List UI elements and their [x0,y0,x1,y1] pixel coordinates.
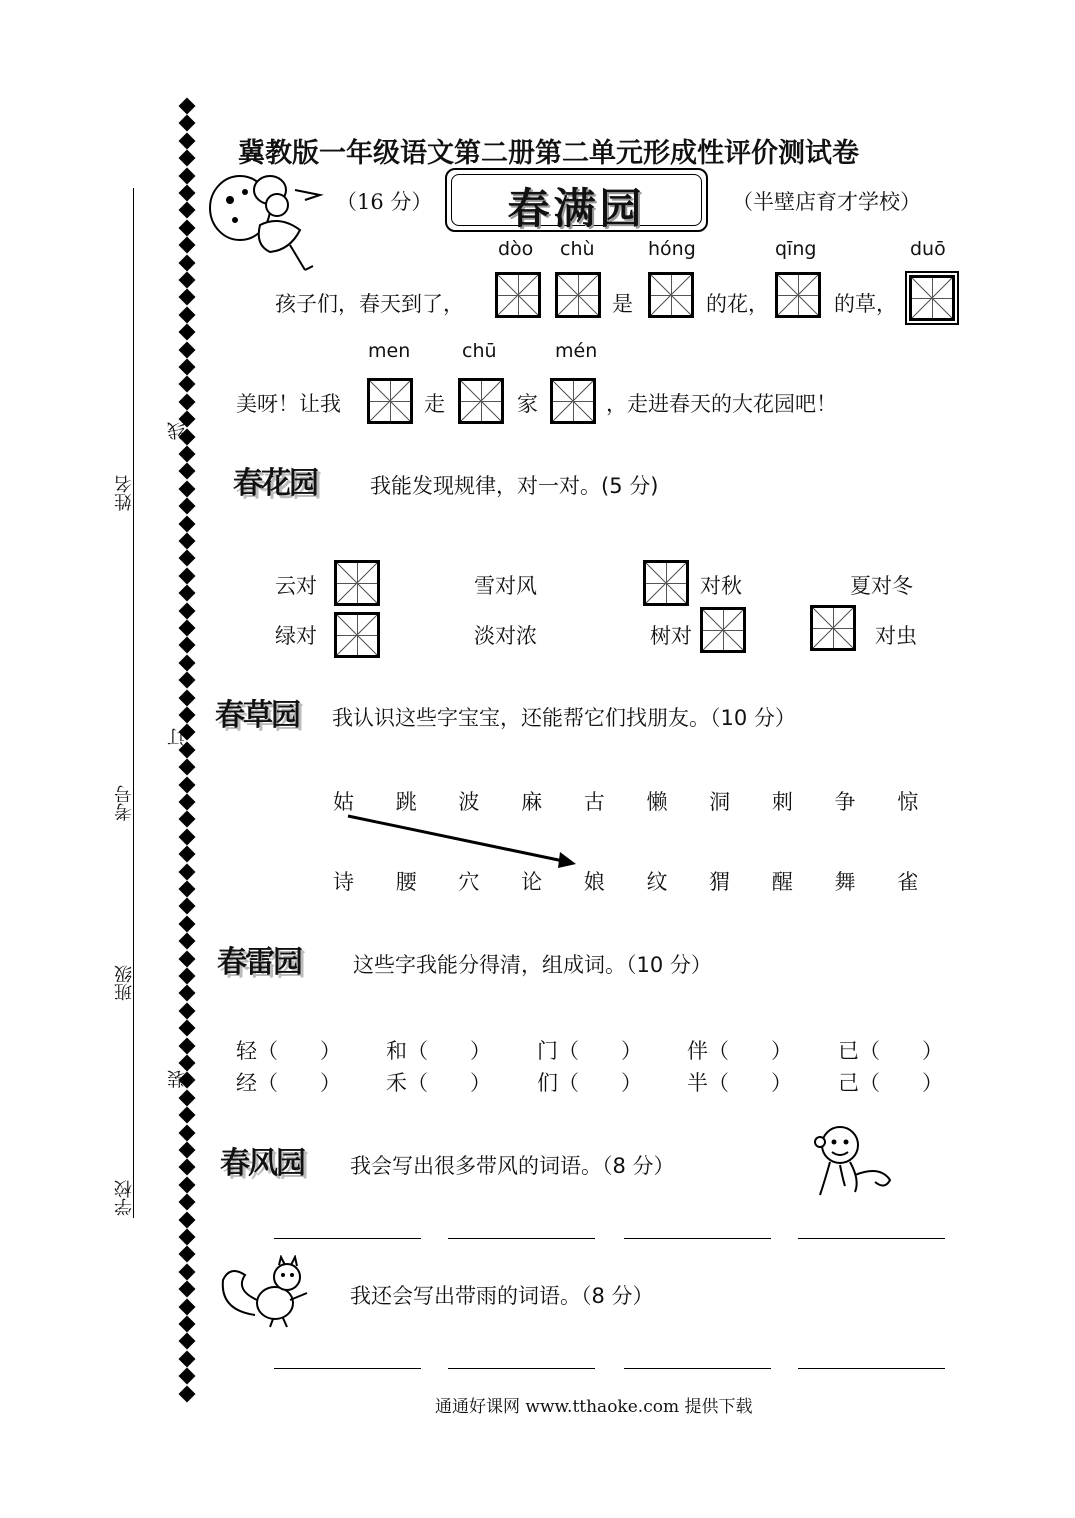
diamond-mark [179,1037,196,1054]
pinyin-chu2: chū [462,340,497,362]
diamond-mark [179,1002,196,1019]
char[interactable]: 惊 [897,790,919,814]
diamond-mark [179,933,196,950]
answer-line[interactable] [798,1368,945,1369]
pair-text: 对秋 [700,574,742,598]
section4-instruction-2: 我还会写出带雨的词语。（8 分） [350,1284,654,1308]
diamond-mark [179,393,196,410]
diamond-mark [179,620,196,637]
word-item[interactable]: 和（ ） [386,1039,491,1063]
char[interactable]: 娘 [583,870,605,894]
answer-line[interactable] [448,1238,595,1239]
intro-text-2: 是 [612,292,633,316]
word-item[interactable]: 门（ ） [537,1039,642,1063]
diamond-mark [179,1368,196,1385]
word-item[interactable]: 轻（ ） [236,1039,341,1063]
diamond-mark [179,306,196,323]
diamond-mark [179,254,196,271]
word-item[interactable]: 半（ ） [687,1071,792,1095]
char[interactable]: 争 [834,790,856,814]
answer-line[interactable] [448,1368,595,1369]
pair-text: 树对 [650,624,692,648]
char[interactable]: 舞 [834,870,856,894]
diamond-mark [179,376,196,393]
char[interactable]: 醒 [771,870,793,894]
pinyin-men: men [368,340,411,362]
answer-line[interactable] [624,1238,771,1239]
intro-text-3: 的花， [706,292,769,316]
diamond-mark [179,1159,196,1176]
writing-box[interactable] [643,560,689,606]
squirrel-icon [215,1255,315,1330]
diamond-mark [179,1176,196,1193]
diamond-mark [179,533,196,550]
diamond-mark [179,637,196,654]
diamond-mark [179,1142,196,1159]
pair-text: 淡对浓 [474,624,537,648]
char[interactable]: 穴 [458,870,480,894]
diamond-mark [179,1107,196,1124]
diamond-mark [179,1089,196,1106]
diamond-mark [179,480,196,497]
diamond-mark [179,98,196,115]
diamond-mark [179,1020,196,1037]
pair-text: 对虫 [875,624,917,648]
char[interactable]: 波 [458,790,480,814]
diamond-mark [179,811,196,828]
match-arrow [340,810,585,870]
section3-instruction: 这些字我能分得清，组成词。（10 分） [353,953,712,977]
diamond-mark [179,237,196,254]
answer-line[interactable] [798,1238,945,1239]
section1-instruction: 我能发现规律，对一对。(5 分) [370,474,659,498]
page-title: 冀教版一年级语文第二册第二单元形成性评价测试卷 [238,138,859,169]
intro-text-7: 家 [517,392,538,416]
section2-title: 春草园 [215,698,299,733]
answer-line[interactable] [624,1368,771,1369]
diamond-mark [179,359,196,376]
header-school: （半壁店育才学校） [732,190,921,214]
diamond-mark [179,167,196,184]
intro-text-6: 走 [424,392,445,416]
diamond-mark [179,1316,196,1333]
writing-box[interactable] [700,607,746,653]
diamond-mark [179,115,196,132]
butterfly-icon [205,170,325,280]
writing-box[interactable] [555,272,601,318]
label-zhuang: 装 [167,1070,188,1088]
diamond-mark [179,1211,196,1228]
diamond-mark [179,1385,196,1402]
diamond-mark [179,1350,196,1367]
writing-box[interactable] [648,272,694,318]
writing-box[interactable] [909,275,955,321]
diamond-mark [179,324,196,341]
diamond-mark [179,794,196,811]
char[interactable]: 跳 [395,790,417,814]
diamond-mark [179,1229,196,1246]
writing-box[interactable] [334,612,380,658]
diamond-mark [179,150,196,167]
char[interactable]: 论 [521,870,543,894]
char[interactable]: 洞 [709,790,731,814]
label-exam-number: 考号 [114,785,135,821]
pinyin-hong: hóng [648,238,696,260]
writing-box[interactable] [334,560,380,606]
label-xian: 线 [167,422,188,440]
pair-text: 云对 [275,574,317,598]
label-school: 学校 [114,1180,135,1216]
char[interactable]: 古 [583,790,605,814]
diamond-mark [179,828,196,845]
char[interactable]: 刺 [771,790,793,814]
word-item[interactable]: 们（ ） [537,1071,642,1095]
diamond-mark [179,915,196,932]
char[interactable]: 腰 [395,870,417,894]
diamond-mark [179,1333,196,1350]
banner-frame [445,168,708,232]
writing-box[interactable] [810,605,856,651]
diamond-mark [179,185,196,202]
intro-text-5: 美呀！让我 [236,392,341,416]
diamond-mark [179,968,196,985]
pinyin-chu: chù [560,238,595,260]
pinyin-duo: duō [910,238,946,260]
diamond-mark [179,776,196,793]
word-item[interactable]: 已（ ） [838,1039,943,1063]
word-item[interactable]: 禾（ ） [386,1071,491,1095]
section3-title: 春雷园 [217,945,301,980]
pair-text: 雪对风 [474,574,537,598]
char[interactable]: 麻 [521,790,543,814]
diamond-mark [179,1298,196,1315]
diamond-mark [179,289,196,306]
monkey-icon [805,1120,897,1200]
diamond-mark [179,863,196,880]
diamond-mark [179,881,196,898]
diamond-mark [179,759,196,776]
word-item[interactable]: 伴（ ） [687,1039,792,1063]
footer-text: 通通好课网 www.tthaoke.com 提供下载 [435,1397,753,1417]
diamond-mark [179,1263,196,1280]
diamond-mark [179,1124,196,1141]
diamond-mark [179,463,196,480]
label-name: 姓名 [114,475,135,511]
diamond-mark [179,898,196,915]
diamond-mark [179,515,196,532]
char[interactable]: 姑 [333,790,354,814]
diamond-mark [179,602,196,619]
answer-line[interactable] [274,1368,421,1369]
section1-title: 春花园 [233,466,317,501]
intro-text-1: 孩子们，春天到了， [275,292,464,316]
char[interactable]: 纹 [646,870,668,894]
section4-title: 春风园 [220,1146,304,1181]
diamond-mark [179,707,196,724]
writing-box[interactable] [495,272,541,318]
char[interactable]: 懒 [646,790,668,814]
writing-box[interactable] [458,378,504,424]
char-row-bottom [333,866,960,896]
diamond-mark [179,567,196,584]
diamond-mark [179,341,196,358]
label-class: 班级 [114,965,135,1001]
diamond-mark [179,132,196,149]
label-ding: 订 [167,728,188,746]
diamond-mark [179,846,196,863]
word-item[interactable]: 己（ ） [838,1071,943,1095]
pinyin-men2: mén [555,340,598,362]
pinyin-dao: dòo [498,238,534,260]
diamond-mark [179,1246,196,1263]
pair-text: 绿对 [275,624,317,648]
diamond-mark [179,689,196,706]
char[interactable]: 诗 [333,870,354,894]
diamond-mark [179,550,196,567]
intro-text-4: 的草， [834,292,897,316]
diamond-mark [179,654,196,671]
diamond-mark [179,950,196,967]
diamond-mark [179,585,196,602]
writing-box[interactable] [775,272,821,318]
section4-instruction: 我会写出很多带风的词语。（8 分） [350,1154,675,1178]
binding-line [133,188,134,1218]
diamond-mark [179,1281,196,1298]
diamond-mark [179,985,196,1002]
diamond-mark [179,1194,196,1211]
diamond-mark [179,446,196,463]
diamond-mark [179,202,196,219]
diamond-mark [179,498,196,515]
header-score: （16 分） [336,190,433,214]
diamond-mark [179,272,196,289]
pinyin-qing: qīng [775,238,817,260]
diamond-mark [179,219,196,236]
pair-text: 夏对冬 [850,574,913,598]
section2-instruction: 我认识这些字宝宝，还能帮它们找朋友。（10 分） [332,706,796,730]
word-item[interactable]: 经（ ） [236,1071,341,1095]
banner-title: 春满园 [507,184,646,233]
char[interactable]: 猬 [709,870,731,894]
diamond-mark [179,1055,196,1072]
answer-line[interactable] [274,1238,421,1239]
char[interactable]: 雀 [897,870,919,894]
writing-box[interactable] [367,378,413,424]
diamond-mark [179,672,196,689]
intro-text-8: ，走进春天的大花园吧！ [606,392,837,416]
writing-box[interactable] [550,378,596,424]
